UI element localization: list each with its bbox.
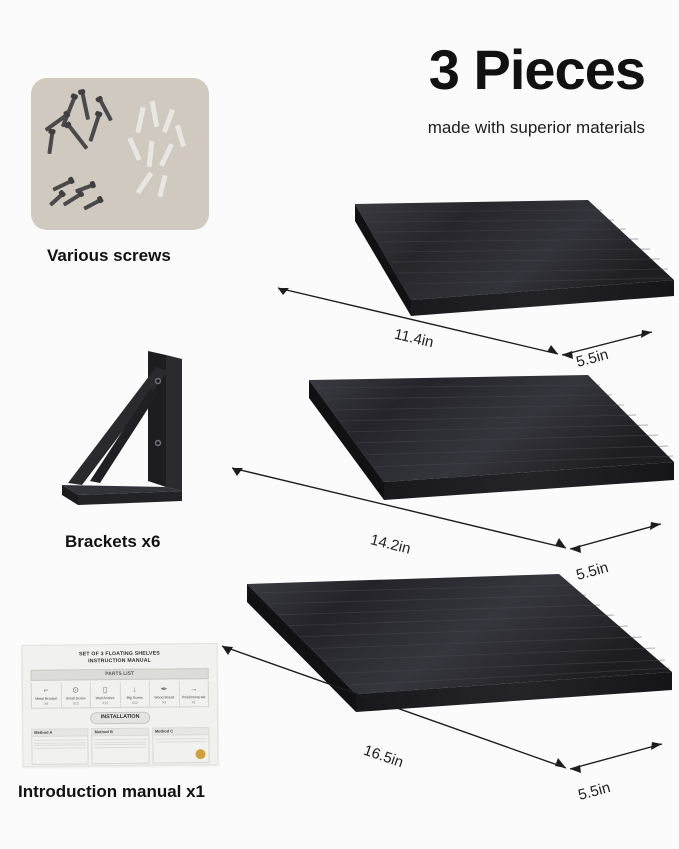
wall-anchor-icon (134, 106, 147, 135)
screw-icon (52, 178, 74, 191)
wall-anchor-icon (126, 136, 143, 163)
wall-anchor-icon: ▯ (102, 684, 108, 694)
manual-part: ↓ Big Screw X12 (120, 681, 150, 707)
caption-various-screws: Various screws (47, 246, 171, 265)
dim-label-length-large: 16.5in (361, 741, 406, 772)
wall-anchor-icon (134, 170, 154, 195)
manual-part: ⊙ Small Screw X12 (61, 682, 91, 708)
small-screw-icon: ⊙ (72, 685, 79, 695)
positioning-set-icon: → (189, 683, 198, 694)
manual-method: Method C (152, 727, 210, 764)
manual-title-line1: SET OF 3 FLOATING SHELVES (78, 650, 160, 658)
wall-anchor-icon (158, 142, 176, 168)
manual-parts-list-header: PARTS LIST (31, 668, 209, 681)
big-screw-icon: ↓ (132, 684, 137, 694)
wall-anchor-icon (161, 108, 176, 135)
dim-label-length-small: 11.4in (392, 325, 436, 352)
screw-icon (75, 183, 95, 194)
manual-part: ▯ Wall Anchor X12 (91, 682, 121, 708)
dim-label-depth-large: 5.5in (576, 779, 613, 804)
caption-manual: Introduction manual x1 (18, 782, 206, 801)
wall-anchor-icon (174, 124, 187, 149)
instruction-manual (21, 643, 218, 767)
screws-panel (31, 78, 209, 230)
bracket-icon: ⌐ (43, 685, 49, 695)
manual-part: ⌐ Metal Bracket X6 (32, 682, 62, 708)
manual-method: Method B (92, 727, 150, 764)
manual-part: ✒ Wood Board X3 (150, 681, 180, 707)
dim-label-depth-medium: 5.5in (574, 559, 611, 584)
wood-board-icon: ✒ (160, 684, 168, 694)
manual-method: Method A (31, 728, 89, 765)
screw-icon (47, 130, 54, 154)
wall-anchor-icon (149, 100, 161, 129)
manual-part: → Positioning set X1 (179, 681, 208, 707)
manual-methods (31, 727, 209, 765)
brand-logo (195, 749, 205, 759)
dim-label-length-medium: 14.2in (368, 531, 413, 558)
caption-brackets: Brackets x6 (65, 532, 161, 551)
wall-anchor-icon (156, 174, 169, 199)
page-subtitle: made with superior materials (427, 118, 645, 137)
manual-parts-list (31, 681, 209, 709)
screw-icon (66, 122, 89, 150)
manual-install-header: INSTALLATION (90, 712, 150, 724)
bracket-illustration (38, 345, 213, 515)
manual-title-line2: INSTRUCTION MANUAL (88, 657, 152, 665)
screw-icon (80, 90, 90, 120)
screw-icon (83, 198, 103, 211)
wall-anchor-icon (146, 140, 156, 169)
dim-label-depth-small: 5.5in (574, 346, 611, 371)
page-title: 3 Pieces (428, 38, 645, 101)
screw-icon (88, 112, 101, 142)
